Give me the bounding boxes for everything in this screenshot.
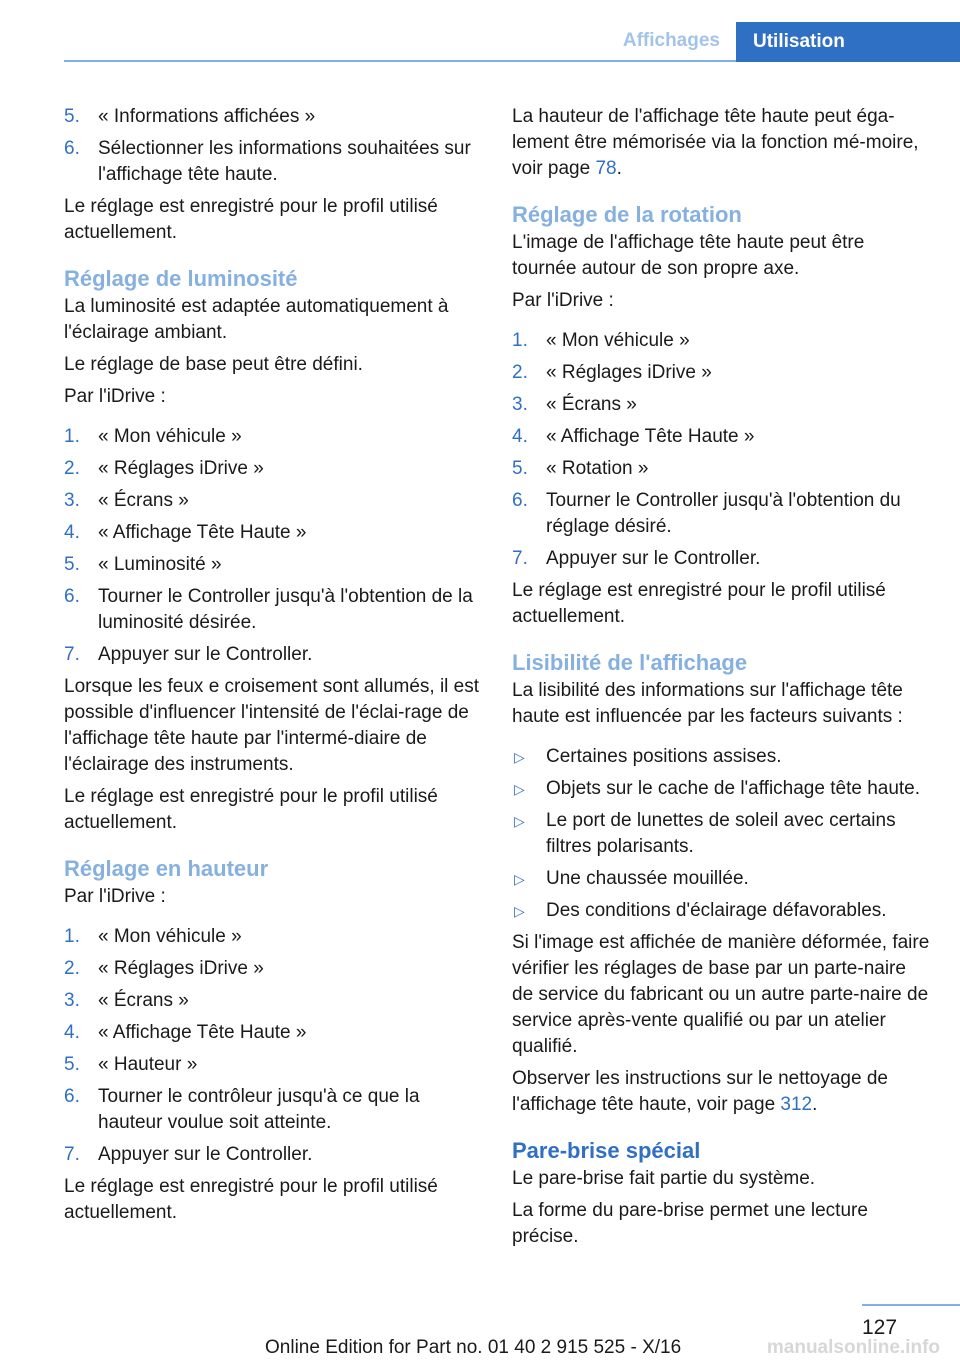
footer-rule bbox=[862, 1304, 960, 1306]
paragraph: Le réglage est enregistré pour le profil utilisé actuellement. bbox=[64, 1176, 438, 1223]
page-link-312[interactable]: 312 bbox=[780, 1094, 813, 1115]
list-item: 4. « Affichage Tête Haute » bbox=[64, 1022, 307, 1043]
triangle-bullet-icon: ▷ bbox=[514, 749, 525, 765]
paragraph: La lisibilité des informations sur l'affichage tête haute est influencée par les facteurs suivants : bbox=[512, 680, 903, 727]
list-item: 6. Tourner le Controller jusqu'à l'obtention de la luminosité désirée. bbox=[64, 586, 473, 633]
paragraph: Le pare-brise fait partie du système. bbox=[512, 1168, 816, 1189]
triangle-bullet-icon: ▷ bbox=[514, 781, 525, 797]
list-number: 5. bbox=[64, 106, 80, 127]
paragraph: Le réglage de base peut être défini. bbox=[64, 354, 363, 375]
right-column bbox=[512, 104, 930, 1256]
list-item: 2. « Réglages iDrive » bbox=[64, 958, 264, 979]
paragraph: Le réglage est enregistré pour le profil utilisé actuellement. bbox=[64, 786, 438, 833]
list-item: ▷ Objets sur le cache de l'affichage tête haute. bbox=[512, 776, 930, 802]
heading-parebrise: Pare-brise spécial bbox=[512, 1138, 701, 1163]
list-item: 5. « Informations affichées » bbox=[64, 104, 484, 130]
paragraph: La forme du pare-brise permet une lecture précise. bbox=[512, 1200, 868, 1247]
list-item: 5. « Rotation » bbox=[512, 458, 649, 479]
list-item: 1. « Mon véhicule » bbox=[64, 926, 242, 947]
list-item: 7. Appuyer sur le Controller. bbox=[512, 548, 761, 569]
page-number: 127 bbox=[862, 1316, 898, 1339]
paragraph: Observer les instructions sur le nettoyage de l'affichage tête haute, voir page 312. bbox=[512, 1068, 888, 1115]
paragraph: Par l'iDrive : bbox=[64, 886, 166, 907]
paragraph: Lorsque les feux e croisement sont allumés, il est possible d'influencer l'intensité de l'éclai-rage de l'affichage tête haute par l'intermé-diaire de l'éclairage des instruments. bbox=[64, 676, 480, 775]
list-item: 2. « Réglages iDrive » bbox=[64, 458, 264, 479]
list-item: 2. « Réglages iDrive » bbox=[512, 362, 712, 383]
list-item: ▷ Le port de lunettes de soleil avec certains filtres polarisants. bbox=[514, 810, 896, 857]
paragraph: Par l'iDrive : bbox=[512, 290, 614, 311]
paragraph: Le réglage est enregistré pour le profil utilisé actuellement. bbox=[512, 580, 886, 627]
top-list bbox=[64, 104, 484, 188]
paragraph: Par l'iDrive : bbox=[64, 386, 166, 407]
list-item: 6. Tourner le contrôleur jusqu'à ce que la hauteur voulue soit atteinte. bbox=[64, 1086, 420, 1133]
list-item: 3. « Écrans » bbox=[512, 394, 637, 415]
list-item: 5. « Luminosité » bbox=[64, 554, 222, 575]
luminosite-steps bbox=[64, 424, 484, 668]
list-item: 4. « Affichage Tête Haute » bbox=[64, 522, 307, 543]
rotation-steps bbox=[512, 328, 930, 572]
list-item: 1. « Mon véhicule » bbox=[64, 426, 242, 447]
list-item: 4. « Affichage Tête Haute » bbox=[512, 426, 755, 447]
lisibilite-factors bbox=[512, 744, 930, 924]
list-item: ▷ Certaines positions assises. bbox=[512, 744, 930, 770]
paragraph: Si l'image est affichée de manière déformée, faire vérifier les réglages de base par un parte-naire de service du fabricant ou un autre parte-naire de service après-vente qualifié ou par un atelier qualifié. bbox=[512, 932, 930, 1057]
list-item: 7. Appuyer sur le Controller. bbox=[64, 644, 313, 665]
page-link-78[interactable]: 78 bbox=[595, 158, 617, 179]
header-section-label: Affichages bbox=[622, 30, 720, 51]
heading-hauteur: Réglage en hauteur bbox=[64, 856, 269, 881]
edition-note: Online Edition for Part no. 01 40 2 915 525 - X/16 bbox=[265, 1337, 682, 1358]
paragraph: Le réglage est enregistré pour le profil utilisé actuellement. bbox=[64, 196, 438, 243]
list-item: ▷ Une chaussée mouillée. bbox=[512, 866, 930, 892]
list-item: 6. Sélectionner les informations souhaitées sur l'affichage tête haute. bbox=[64, 138, 471, 185]
paragraph: L'image de l'affichage tête haute peut être tournée autour de son propre axe. bbox=[512, 232, 865, 279]
list-number: 6. bbox=[64, 138, 80, 159]
left-column bbox=[64, 104, 484, 1232]
triangle-bullet-icon: ▷ bbox=[514, 903, 525, 919]
heading-rotation: Réglage de la rotation bbox=[512, 202, 742, 227]
triangle-bullet-icon: ▷ bbox=[514, 813, 525, 829]
list-item: 3. « Écrans » bbox=[64, 490, 189, 511]
list-item: 6. Tourner le Controller jusqu'à l'obtention du réglage désiré. bbox=[512, 490, 901, 537]
watermark: manualsonline.info bbox=[766, 1337, 940, 1358]
triangle-bullet-icon: ▷ bbox=[514, 871, 525, 887]
hauteur-steps bbox=[64, 924, 484, 1168]
list-item: ▷ Des conditions d'éclairage défavorables. bbox=[512, 898, 930, 924]
heading-luminosite: Réglage de luminosité bbox=[64, 266, 298, 291]
header-tab-utilisation: Utilisation bbox=[736, 22, 960, 62]
list-item: 3. « Écrans » bbox=[64, 990, 189, 1011]
heading-lisibilite: Lisibilité de l'affichage bbox=[512, 650, 748, 675]
list-item: 1. « Mon véhicule » bbox=[512, 330, 690, 351]
list-item: 7. Appuyer sur le Controller. bbox=[64, 1144, 313, 1165]
paragraph: La luminosité est adaptée automatiquement à l'éclairage ambiant. bbox=[64, 296, 449, 343]
paragraph: La hauteur de l'affichage tête haute peut éga-lement être mémorisée via la fonction mé-moire, voir page 78. bbox=[512, 106, 919, 179]
list-item: 5. « Hauteur » bbox=[64, 1054, 198, 1075]
